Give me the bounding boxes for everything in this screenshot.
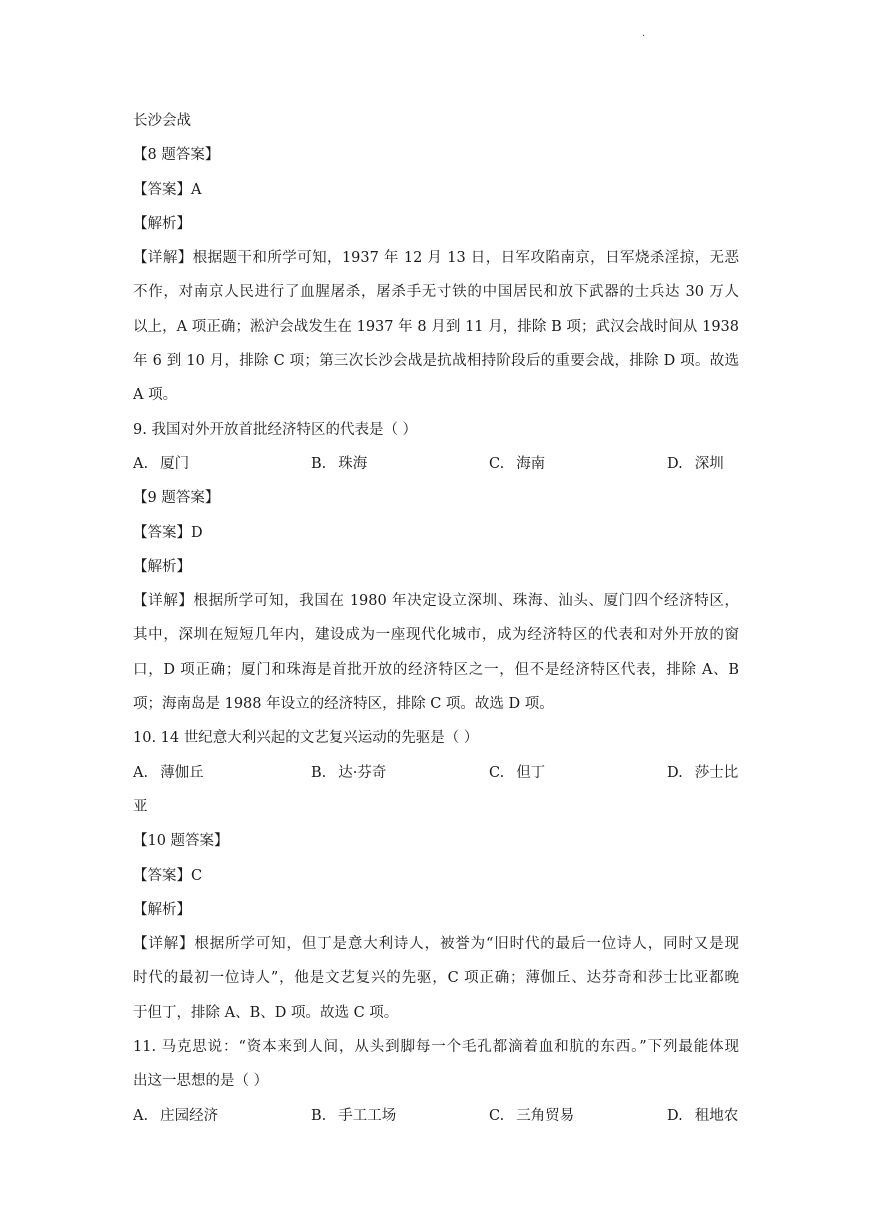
q9-explanation-line: 【详解】根据所学可知，我国在 1980 年决定设立深圳、珠海、汕头、厦门四个经济特区，	[133, 593, 739, 610]
q9-analysis-heading: 【解析】	[133, 558, 191, 575]
option-b: B. 珠海	[311, 455, 368, 472]
q8-explanation-line: A 项。	[133, 387, 178, 404]
q10-answer-heading: 【10 题答案】	[133, 833, 229, 850]
question-11-stem-wrap: 出这一思想的是（ ）	[133, 1073, 269, 1090]
option-d: D. 租地农	[667, 1107, 739, 1124]
q10-analysis-heading: 【解析】	[133, 901, 191, 918]
q8-explanation-line: 【详解】根据题干和所学可知，1937 年 12 月 13 日，日军攻陷南京，日军烧杀淫掠，无恶	[133, 250, 739, 267]
q9-explanation-line: 其中，深圳在短短几年内，建设成为一座现代化城市，成为经济特区的代表和对外开放的窗	[133, 627, 739, 644]
question-11-stem: 11. 马克思说：“资本来到人间，从头到脚每一个毛孔都滴着血和肮的东西。”下列最能体现	[133, 1039, 739, 1056]
option-d: D. 莎士比	[667, 764, 739, 781]
q9-answer-heading: 【9 题答案】	[133, 490, 220, 507]
q8-analysis-heading: 【解析】	[133, 215, 191, 232]
q9-explanation-line: 口，D 项正确；厦门和珠海是首批开放的经济特区之一，但不是经济特区代表，排除 A、B	[133, 661, 739, 678]
option-d: D. 深圳	[667, 455, 724, 472]
question-10-options	[133, 756, 739, 790]
question-10-stem: 10. 14 世纪意大利兴起的文艺复兴运动的先驱是（ ）	[133, 730, 479, 747]
option-a: A. 薄伽丘	[133, 764, 204, 781]
q10-answer: 【答案】C	[133, 867, 203, 884]
q8-answer-heading: 【8 题答案】	[133, 147, 220, 164]
question-9-options	[133, 447, 739, 481]
q10-explanation-line: 于但丁，排除 A、B、D 项。故选 C 项。	[133, 1004, 399, 1021]
q10-explanation-line: 时代的最初一位诗人”，他是文艺复兴的先驱，C 项正确；薄伽丘、达芬奇和莎士比亚都晚	[133, 970, 739, 987]
q10-explanation-line: 【详解】根据所学可知，但丁是意大利诗人，被誉为“旧时代的最后一位诗人，同时又是现	[133, 936, 739, 953]
answer-text-line: 长沙会战	[133, 113, 191, 129]
option-a: A. 厦门	[133, 455, 190, 472]
document-body	[133, 104, 739, 1133]
option-c: C. 三角贸易	[489, 1107, 575, 1124]
q8-explanation-line: 不作，对南京人民进行了血腥屠杀，屠杀手无寸铁的中国居民和放下武器的士兵达 30 万人	[133, 284, 739, 301]
option-a: A. 庄园经济	[133, 1107, 219, 1124]
q8-explanation-line: 年 6 到 10 月，排除 C 项；第三次长沙会战是抗战相持阶段后的重要会战，排除 D 项。故选	[133, 353, 739, 370]
option-b: B. 手工工场	[311, 1107, 397, 1124]
question-10-option-wrap: 亚	[133, 798, 148, 815]
q8-explanation-line: 以上，A 项正确；淞沪会战发生在 1937 年 8 月到 11 月，排除 B 项；武汉会战时间从 1938	[133, 318, 739, 335]
question-9-stem: 9. 我国对外开放首批经济特区的代表是（ ）	[133, 421, 418, 438]
q9-explanation-line: 项；海南岛是 1988 年设立的经济特区，排除 C 项。故选 D 项。	[133, 696, 554, 713]
option-b: B. 达·芬奇	[311, 764, 387, 781]
q8-answer: 【答案】A	[133, 181, 202, 198]
q9-answer: 【答案】D	[133, 524, 203, 541]
page-marker: ·	[642, 31, 646, 42]
question-11-options	[133, 1099, 739, 1133]
option-c: C. 海南	[489, 455, 546, 472]
option-c: C. 但丁	[489, 764, 546, 781]
